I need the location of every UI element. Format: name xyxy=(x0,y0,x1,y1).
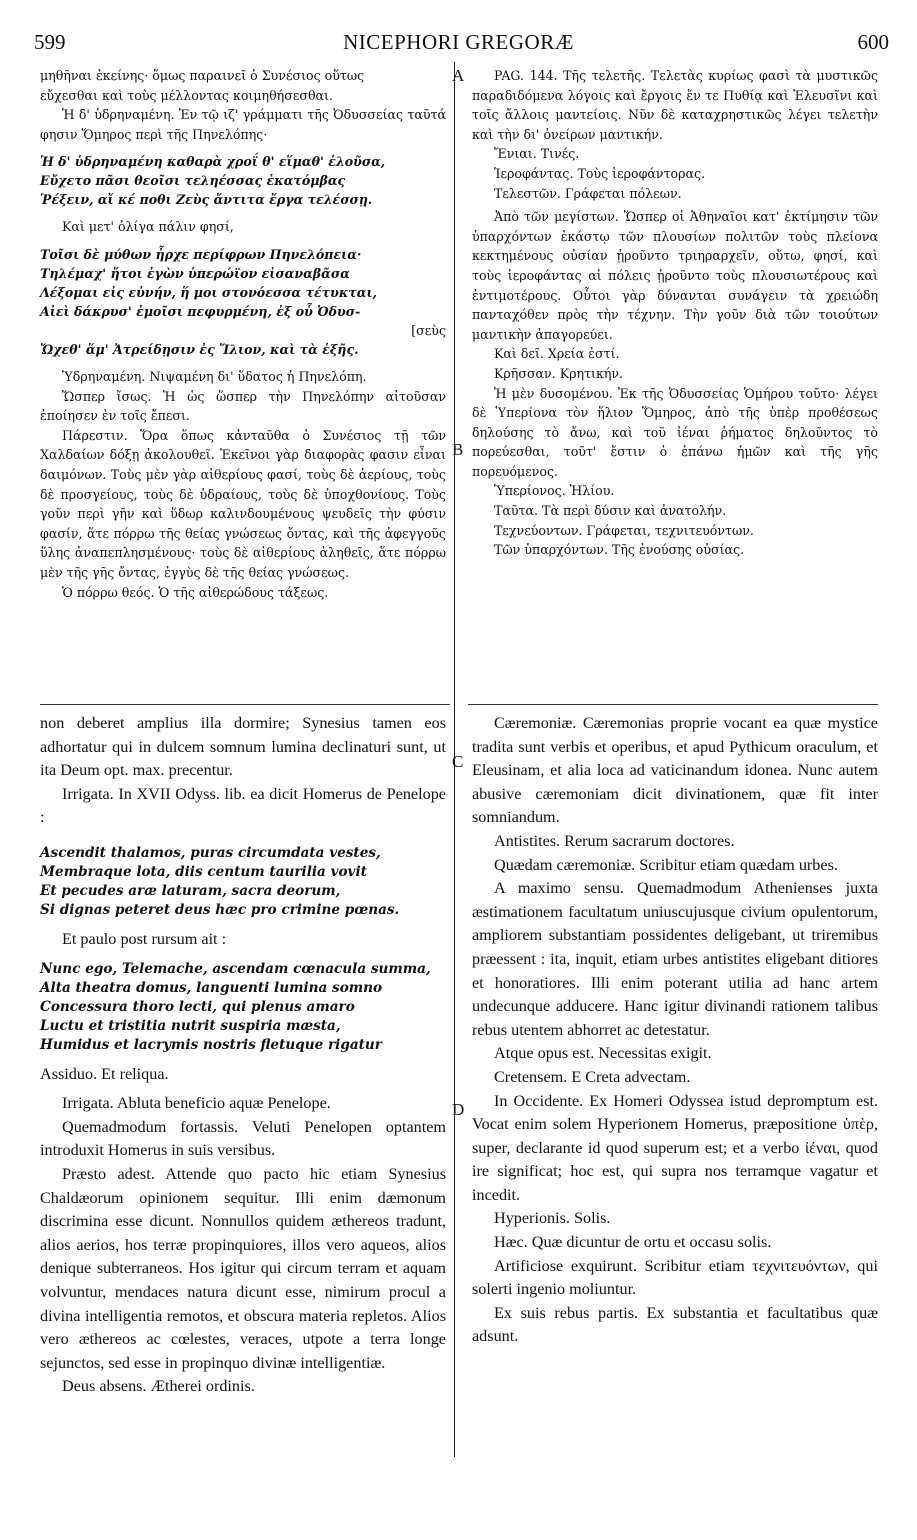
latin-para: A maximo sensu. Quemadmodum Athenienses juxta æstimationem facultatum uniuscujusque civium opulentorum, ampliorem substantiam possidentes deligebant, ut triremibus præessent : ita, inquit, etiam urbes antistites eligebant ditiores et honoratiores. Illi enim poterant utilia ad hanc artem undecunque adducere. Hanc igitur divinandi rationem talibus rebus utentem abhorret ac detestatur. xyxy=(472,879,878,1039)
greek-para: Καὶ δεῖ. Χρεία ἐστί. xyxy=(494,346,620,362)
left-section-rule xyxy=(40,704,450,705)
latin-verse-block-2 xyxy=(40,960,446,1055)
verse-line: Τηλέμαχ' ἤτοι ἐγὼν ὑπερώϊον εἰσαναβᾶσα xyxy=(40,265,350,281)
greek-para: Ὑδρηναμένη. Νιψαμένη δι' ὕδατος ἡ Πηνελόπη. xyxy=(62,368,367,384)
latin-para: Atque opus est. Necessitas exigit. xyxy=(494,1044,712,1063)
latin-para: Irrigata. Abluta beneficio aquæ Penelope. xyxy=(62,1094,331,1113)
margin-letter-c: C xyxy=(452,752,464,771)
latin-para: Quædam cæremoniæ. Scribitur etiam quædam urbes. xyxy=(494,855,838,874)
running-title: NICEPHORI GREGORÆ xyxy=(343,30,574,54)
latin-para: Ex suis rebus partis. Ex substantia et facultatibus quæ adsunt. xyxy=(472,1303,878,1346)
verse-line: Alta theatra domus, languenti lumina somno xyxy=(40,979,383,996)
margin-letter-d: D xyxy=(452,1100,465,1119)
latin-para: Hyperionis. Solis. xyxy=(494,1209,611,1228)
latin-para: Cæremoniæ. Cæremonias proprie vocant ea quæ mystice tradita sunt verbis et operibus, et apud Pythicum oraculum, et Eleusinam, et alia loca ad vaticinandum idonea. Nunc autem abusive cæremoniam dicit divinationem, quæ fit inter somniandum. xyxy=(472,714,878,827)
latin-para: Hæc. Quæ dicuntur de ortu et occasu solis. xyxy=(494,1233,772,1252)
greek-para: Καὶ μετ' ὀλίγα πάλιν φησί, xyxy=(62,219,234,235)
left-latin-translation xyxy=(40,712,446,1399)
greek-para: Πάρεστιν. Ὅρα ὅπως κἀνταῦθα ὁ Συνέσιος τῇ τῶν Χαλδαίων δόξῃ ἀκολουθεῖ. Ἐκεῖνοι γὰρ διαφορὰς φασιν εἶναι δαιμόνων. Τοὺς μὲν γὰρ αἰθερίους φασί, τοὺς δὲ ἀερίους, τοὺς δὲ προσγείους, τοὺς δὲ ὑδραίους, τοὺς δὲ ὑποχθονίους. Τοὺς γοῦν περὶ γῆν καὶ ὕδωρ καλινδουμένους ψευδεῖς τὴν φύσιν φασίν, ἅτε πόρρω τῆς θείας γνώσεως ὄντας, καὶ τῆς ἀφεγγοῦς ὕλης ἀναπεπλησμένους· τοὺς δὲ αἰθερίους ἀληθεῖς, ἅτε πόρρω μὲν τῆς γῆς ὄντας, ἐγγὺς δὲ τῆς θείας γνώσεως. xyxy=(40,427,446,580)
left-greek-commentary xyxy=(40,66,446,602)
right-greek-commentary xyxy=(472,66,878,560)
latin-para: In Occidente. Ex Homeri Odyssea istud depromptum est. Vocat enim solem Hyperionem Homerus, præpositione ὑπὲρ, super, declarante id quod superum est; et a verbo ἰέναι, quod ire significat; hoc est, qui supra nos terramque vagatur et incedit. xyxy=(472,1091,878,1204)
verse-line-continuation: [σεὺς xyxy=(411,322,446,338)
verse-line: Εὔχετο πᾶσι θεοῖσι τεληέσσας ἑκατόμβας xyxy=(40,173,346,189)
right-latin-translation xyxy=(472,712,878,1349)
right-section-rule xyxy=(468,704,878,705)
verse-line: Membraque lota, diis centum taurilia vovit xyxy=(40,863,367,880)
verse-line: Concessura thoro lecti, qui plenus amaro xyxy=(40,998,355,1015)
latin-para: Irrigata. In XVII Odyss. lib. ea dicit Homerus de Penelope : xyxy=(40,784,446,827)
greek-para: εὔχεσθαι καὶ τοὺς μέλλοντας κοιμηθήσεσθαι. xyxy=(40,87,333,103)
verse-line: Nunc ego, Telemache, ascendam cœnacula summa, xyxy=(40,960,431,977)
greek-para: Ἡ δ' ὑδρηναμένη. Ἐν τῷ ιζ' γράμματι τῆς Ὀδυσσείας ταῦτά φησιν Ὅμηρος περὶ τῆς Πηνελόπης· xyxy=(40,107,446,142)
latin-para: Et paulo post rursum ait : xyxy=(62,929,227,948)
latin-para: non deberet amplius illa dormire; Synesius tamen eos adhortatur qui in dulcem somnum lumina declinaturi sunt, ut ita Deum opt. max. precentur. xyxy=(40,714,446,780)
margin-letter-a: A xyxy=(452,66,465,85)
greek-para: PAG. 144. Τῆς τελετῆς. Τελετὰς κυρίως φασὶ τὰ μυστικῶς παραδιδόμενα λόγοις καὶ ἔργοις ἔν τε Πυθίᾳ καὶ Ἐλευσῖνι καὶ τοῖς ἄλλοις μαντείοις. Νῦν δὲ καταχρηστικῶς λέγει τελετὴν καὶ τὴν δι' ὀνείρων μαντικήν. xyxy=(472,68,878,142)
page-header xyxy=(0,30,917,60)
greek-para: Τελεστῶν. Γράφεται πόλεων. xyxy=(494,185,682,201)
latin-para: Præsto adest. Attende quo pacto hic etiam Synesius Chaldæorum opinionem sequitur. Illi enim dæmonum discrimina esse dicunt. Nonnullos quidem æthereos tradunt, alios aerios, hos terræ propinquiores, illos vero aqueos, alios denique subterraneos. Hos igitur qui circum terram et aquam volvuntur, mendaces natura dicunt esse, nimirum procul a divina intelligentia remotos, et obscura materia repletos. Alios vero æthereos ac cœlestes, veraces, utpote a terra longe sejunctos, sed esse in propinquo divinæ intelligentiæ. xyxy=(40,1164,446,1372)
greek-para: Ὑπερίονος. Ἡλίου. xyxy=(494,483,615,499)
verse-line: Αἰεὶ δάκρυσ' ἐμοῖσι πεφυρμένη, ἐξ οὗ Ὀδυσ- xyxy=(40,303,361,319)
greek-para: Ἀπὸ τῶν μεγίστων. Ὥσπερ οἱ Ἀθηναῖοι κατ' ἐκτίμησιν τῶν ὑπαρχόντων ἑκάστῳ τῶν πλουσίων πολιτῶν τοὺς πλείονα κεκτημένους οὐσίαν ᾑροῦντο τριηραρχεῖν, οὕτω, φησί, καὶ τοὺς ἱεροφάντας αἱ πόλεις ᾑροῦντο τοὺς πλουσιωτέρους καὶ ἐντιμοτέρους. Οὗτοι γὰρ δύνανται συνάγειν τὰ χρειώδη πανταχόθεν πρὸς τὴν τέχνην. Τὴν γοῦν διὰ τῶν τοιούτων μαντικὴν ἀπαγορεύει. xyxy=(472,209,878,342)
greek-verse-block-1 xyxy=(40,152,446,209)
page-number-left: 599 xyxy=(34,30,66,54)
latin-para: Artificiose exquirunt. Scribitur etiam τεχνιτευόντων, qui solerti ingenio moliuntur. xyxy=(472,1256,878,1299)
verse-line: Τοῖσι δὲ μύθων ἦρχε περίφρων Πηνελόπεια· xyxy=(40,246,362,262)
greek-para: Τῶν ὑπαρχόντων. Τῆς ἐνούσης οὐσίας. xyxy=(494,542,745,558)
verse-line: Λέξομαι εἰς εὐνήν, ἥ μοι στονόεσσα τέτυκται, xyxy=(40,284,377,300)
greek-para: Ὁ πόρρω θεός. Ὁ τῆς αἰθερώδους τάξεως. xyxy=(62,584,329,600)
verse-line: Ὤχεθ' ἅμ' Ἀτρείδῃσιν ἐς Ἴλιον, καὶ τὰ ἑξῆς. xyxy=(40,341,359,357)
greek-para: μηθῆναι ἐκείνης· ὅμως παραινεῖ ὁ Συνέσιος οὕτως xyxy=(40,68,365,83)
verse-line: Si dignas peteret deus hæc pro crimine pœnas. xyxy=(40,901,400,918)
verse-line: Ascendit thalamos, puras circumdata vestes, xyxy=(40,844,381,861)
latin-para: Quemadmodum fortassis. Veluti Penelopen optantem introduxit Homerus in suis versibus. xyxy=(40,1117,446,1160)
greek-para: Ταῦτα. Τὰ περὶ δύσιν καὶ ἀνατολήν. xyxy=(494,503,727,519)
latin-para: Cretensem. E Creta advectam. xyxy=(494,1067,691,1086)
verse-line: Ῥέξειν, αἴ κέ ποθι Ζεὺς ἄντιτα ἔργα τελέσσῃ. xyxy=(40,192,373,208)
greek-para: Ἱεροφάντας. Τοὺς ἱεροφάντορας. xyxy=(494,165,706,181)
greek-para: Ἡ μὲν δυσομένου. Ἐκ τῆς Ὀδυσσείας Ὁμήρου τοῦτο· λέγει δὲ Ὑπερίονα τὸν ἥλιον Ὅμηρος, ἀπὸ τῆς ὑπὲρ προθέσεως δηλούσης τὸ ἄνω, καὶ τοῦ ἰέναι ῥήματος δηλοῦντος τὸ πορεύεσθαι, τοῦτ' ἔστιν ὁ ἐπάνω ἡμῶν καὶ τῆς γῆς πορευόμενος. xyxy=(472,385,878,479)
greek-verse-block-2 xyxy=(40,245,446,359)
verse-line: Et pecudes aræ laturam, sacra deorum, xyxy=(40,882,341,899)
verse-line: Luctu et tristitia nutrit suspiria mæsta, xyxy=(40,1017,341,1034)
verse-line: Ἡ δ' ὑδρηναμένη καθαρὰ χροΐ θ' εἵμαθ' ἑλοῦσα, xyxy=(40,154,386,170)
greek-para: Κρῆσσαν. Κρητικήν. xyxy=(494,365,624,381)
verse-line: Humidus et lacrymis nostris fletuque rigatur xyxy=(40,1036,382,1053)
page-number-right: 600 xyxy=(857,30,889,54)
greek-para: Ὥσπερ ἴσως. Ἡ ὡς ὥσπερ τὴν Πηνελόπην αἰτοῦσαν ἐποίησεν ἐν τοῖς ἔπεσι. xyxy=(40,388,446,424)
latin-para: Deus absens. Ætherei ordinis. xyxy=(62,1377,255,1396)
margin-letter-b: B xyxy=(452,440,464,459)
greek-para: Τεχνεύοντων. Γράφεται, τεχνιτευόντων. xyxy=(494,522,754,538)
latin-verse-block-1 xyxy=(40,844,446,920)
latin-para: Assiduo. Et reliqua. xyxy=(40,1064,169,1083)
greek-para: Ἔνιαι. Τινές. xyxy=(494,146,580,162)
latin-para: Antistites. Rerum sacrarum doctores. xyxy=(494,831,735,850)
